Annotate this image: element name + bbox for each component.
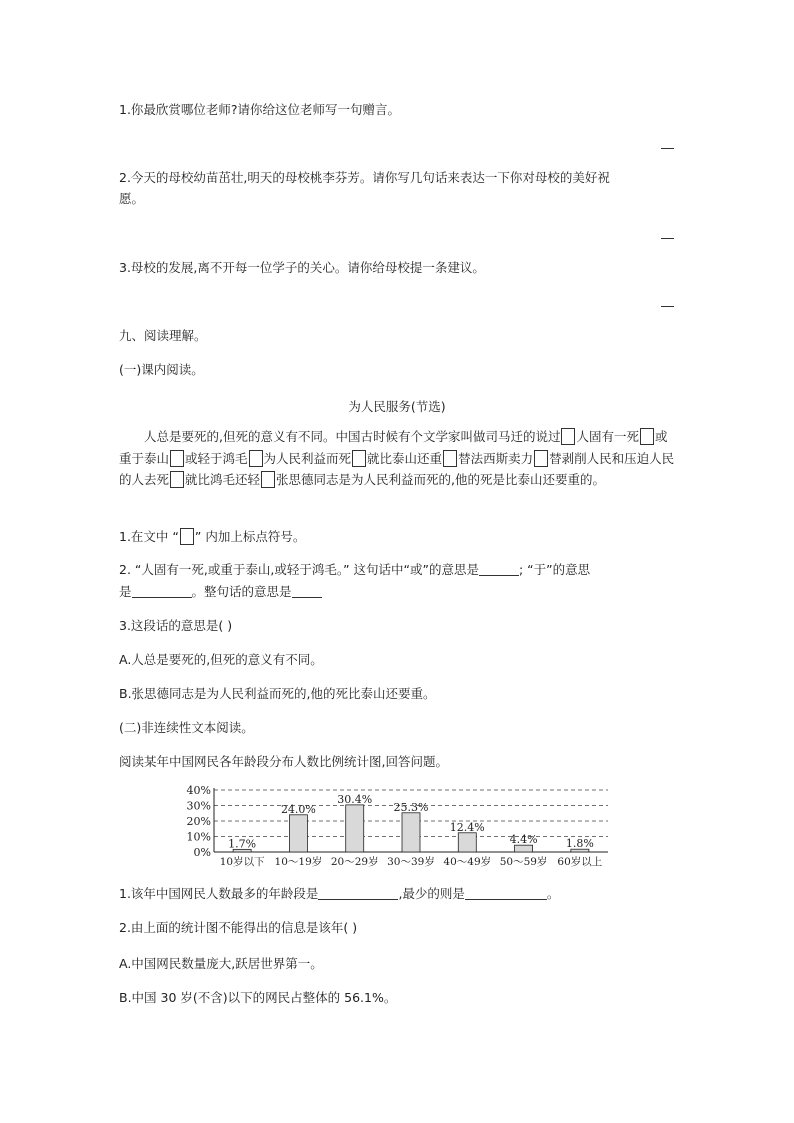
passage-text: 张思德同志是为人民利益而死的,他的死是比泰山还要重的。	[276, 472, 606, 487]
y-tick-label: 30%	[186, 799, 211, 813]
option-b[interactable]: B.中国 30 岁(不含)以下的网民占整体的 56.1%。	[119, 990, 397, 1005]
x-tick-label: 30～39岁	[387, 856, 435, 868]
punctuation-box[interactable]	[561, 428, 575, 445]
answer-blank[interactable]	[292, 585, 322, 598]
x-tick-label: 40～49岁	[443, 856, 492, 868]
bar-value-label: 25.3%	[393, 800, 429, 814]
section-heading: 九、阅读理解。	[119, 328, 207, 343]
passage-text: 或轻于鸿毛	[185, 450, 248, 466]
question-text: 。整句话的意思是	[191, 584, 292, 599]
x-tick-label: 10岁以下	[219, 856, 265, 868]
part1-question-1	[119, 528, 305, 545]
part2-question-2: 2.由上面的统计图不能得出的信息是该年( )	[119, 920, 358, 935]
x-tick-label: 50～59岁	[499, 856, 548, 868]
answer-blank[interactable]	[132, 585, 192, 598]
bar	[515, 845, 533, 852]
answer-line[interactable]	[661, 148, 674, 149]
question-text: 2. “人固有一死,或重于泰山,或轻于鸿毛。” 这句话中“或”的意思是	[119, 562, 479, 577]
passage-text: 或重于泰山	[119, 429, 668, 466]
passage	[119, 426, 679, 491]
punctuation-box[interactable]	[261, 471, 275, 488]
question-text: 1.该年中国网民人数最多的年龄段是	[119, 886, 319, 901]
bar-value-label: 1.7%	[228, 837, 257, 851]
punctuation-box[interactable]	[352, 450, 366, 467]
question-text: ; “于”的意思	[518, 562, 591, 577]
question-1: 1.你最欣赏哪位老师?请你给这位老师写一句赠言。	[119, 102, 401, 117]
bar-value-label: 30.4%	[337, 792, 373, 806]
bar-value-label: 1.8%	[565, 837, 594, 851]
answer-blank[interactable]	[479, 563, 519, 576]
passage-text: 替剥削人民和压迫人民的人去死	[119, 450, 675, 487]
part1-question-3: 3.这段话的意思是( )	[119, 618, 233, 633]
punctuation-box[interactable]	[170, 450, 184, 467]
passage-text: 人固有一死	[576, 429, 639, 444]
punctuation-box[interactable]	[249, 450, 263, 467]
passage-text: 就比鸿毛还轻	[185, 472, 261, 487]
x-tick-label: 20～29岁	[330, 856, 379, 868]
passage-text: 替法西斯卖力	[458, 450, 534, 466]
question-text: 。	[546, 886, 560, 901]
part2-question-1	[119, 886, 559, 902]
question-text: 是	[119, 584, 132, 599]
option-a[interactable]: A.中国网民数量庞大,跃居世界第一。	[119, 956, 323, 971]
answer-line[interactable]	[661, 238, 674, 239]
punctuation-box[interactable]	[640, 428, 654, 445]
answer-blank[interactable]	[318, 887, 398, 900]
part2-heading: (二)非连续性文本阅读。	[119, 720, 254, 735]
part1-question-2-cont	[119, 584, 322, 600]
x-tick-label: 10～19岁	[274, 856, 323, 868]
option-b[interactable]: B.张思德同志是为人民利益而死的,他的死比泰山还要重。	[119, 686, 436, 701]
bar-value-label: 4.4%	[509, 833, 538, 847]
punctuation-box[interactable]	[443, 450, 457, 467]
passage-text: 人总是要死的,但死的意义有不同。中国古时候有个文学家叫做司马迁的说过	[144, 429, 561, 444]
passage-text: 就比泰山还重	[367, 450, 443, 466]
question-2-line-1: 2.今天的母校幼苗茁壮,明天的母校桃李芬芳。请你写几句话来表达一下你对母校的美好祝	[119, 170, 610, 185]
answer-line[interactable]	[661, 306, 674, 307]
part1-heading: (一)课内阅读。	[119, 362, 204, 377]
bar-value-label: 24.0%	[280, 802, 316, 816]
answer-blank[interactable]	[465, 887, 547, 900]
part1-question-2	[119, 562, 590, 578]
bar-value-label: 12.4%	[449, 820, 485, 834]
x-tick-label: 60岁以上	[557, 856, 603, 868]
y-tick-label: 20%	[186, 815, 211, 828]
age-distribution-chart	[178, 782, 618, 872]
bar	[346, 805, 364, 852]
part2-intro: 阅读某年中国网民各年龄段分布人数比例统计图,回答问题。	[119, 754, 448, 769]
bar	[458, 833, 476, 852]
question-text: ” 内加上标点符号。	[194, 529, 306, 544]
bar	[289, 815, 307, 852]
punctuation-box[interactable]	[170, 471, 184, 488]
y-tick-label: 0%	[193, 846, 211, 859]
punctuation-box-sample	[180, 528, 194, 545]
y-tick-label: 40%	[186, 784, 211, 797]
question-text: ,最少的则是	[398, 886, 465, 901]
question-3: 3.母校的发展,离不开每一位学子的关心。请你给母校提一条建议。	[119, 260, 485, 275]
passage-text: 为人民利益而死	[263, 450, 352, 466]
question-2-line-2: 愿。	[119, 191, 145, 206]
punctuation-box[interactable]	[534, 450, 548, 467]
question-text: 1.在文中 “	[119, 529, 179, 544]
option-a[interactable]: A.人总是要死的,但死的意义有不同。	[119, 652, 323, 667]
passage-title: 为人民服务(节选)	[348, 399, 446, 414]
y-tick-label: 10%	[186, 830, 211, 844]
bar	[402, 813, 420, 852]
